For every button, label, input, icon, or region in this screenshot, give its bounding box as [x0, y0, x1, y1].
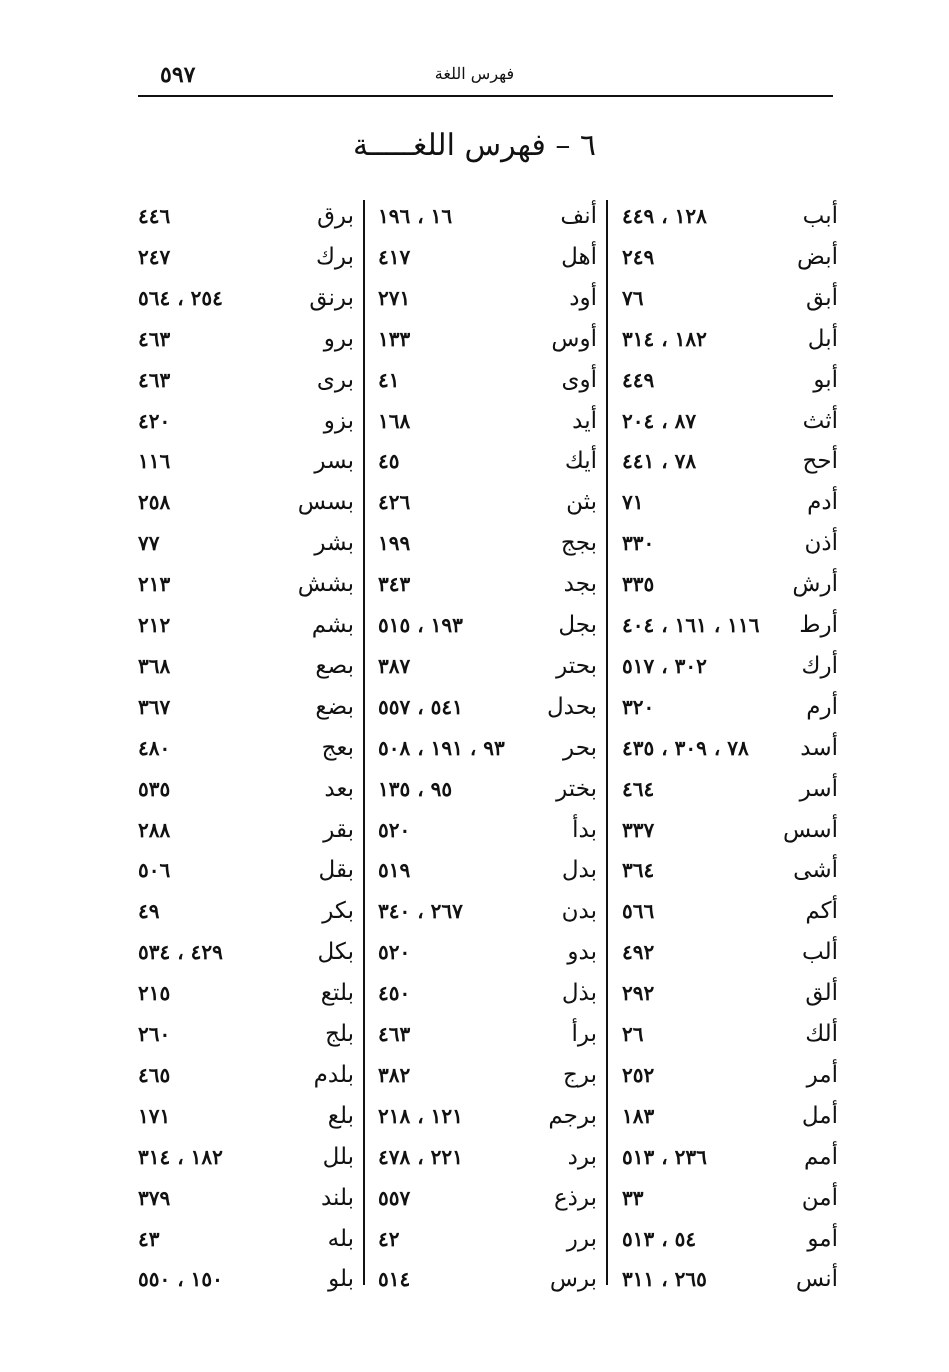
index-entry [372, 687, 597, 727]
index-entry [132, 728, 354, 768]
entry-root-word: أسر [799, 775, 838, 802]
entry-root-word: أحح [802, 448, 838, 475]
index-entry [132, 523, 354, 563]
index-entry [616, 810, 838, 850]
index-entry [132, 1014, 354, 1054]
entry-page-refs: ٤٢٩ ، ٥٣٤ [138, 940, 223, 965]
entry-page-refs: ٧٧ [138, 531, 160, 556]
entry-root-word: بختر [556, 775, 597, 802]
index-entry [132, 482, 354, 522]
entry-page-refs: ٥٥٧ [378, 1185, 411, 1210]
index-entry [372, 196, 597, 236]
entry-root-word: أكم [805, 898, 838, 925]
index-entry [616, 973, 838, 1013]
entry-root-word: بشر [314, 530, 354, 557]
entry-page-refs: ٤٥٠ [378, 981, 411, 1006]
entry-page-refs: ٢٦٥ ، ٣١١ [622, 1267, 707, 1292]
index-entry [372, 932, 597, 972]
index-entry [372, 973, 597, 1013]
entry-root-word: بصع [315, 652, 354, 679]
index-entry [616, 687, 838, 727]
entry-root-word: أذن [804, 530, 838, 557]
index-entry [616, 605, 838, 645]
entry-root-word: أبق [806, 284, 838, 311]
entry-page-refs: ٢٦٠ [138, 1022, 171, 1046]
entry-root-word: برو [323, 325, 354, 352]
entry-root-word: أبل [807, 325, 838, 352]
column-divider [363, 200, 365, 1285]
index-entry [132, 360, 354, 400]
entry-page-refs: ٤٩٢ [622, 940, 655, 965]
entry-page-refs: ٩٣ ، ١٩١ ، ٥٠٨ [378, 735, 505, 760]
index-entry [372, 1055, 597, 1095]
entry-page-refs: ٤٤٦ [138, 204, 171, 228]
index-entry [616, 1219, 838, 1259]
entry-page-refs: ٣٨٧ [378, 653, 411, 678]
index-entry [132, 319, 354, 359]
index-entry [372, 1096, 597, 1136]
index-entry [372, 1014, 597, 1054]
entry-root-word: بدن [561, 898, 597, 925]
page-number: ٥٩٧ [160, 62, 196, 88]
entry-root-word: بحدل [546, 693, 597, 720]
entry-root-word: برأ [571, 1021, 597, 1047]
index-entry [132, 401, 354, 441]
entry-page-refs: ٤٣ [138, 1226, 160, 1251]
entry-page-refs: ٣٢٠ [622, 694, 655, 719]
header-rule [138, 95, 833, 97]
index-entry [616, 401, 838, 441]
entry-root-word: أنس [795, 1266, 838, 1293]
entry-root-word: برس [549, 1266, 597, 1293]
index-entry [132, 769, 354, 809]
entry-root-word: بلتع [320, 980, 354, 1007]
index-entry [372, 850, 597, 890]
index-entry [132, 1178, 354, 1218]
index-entry [372, 441, 597, 481]
entry-page-refs: ٣٦٤ [622, 858, 655, 883]
entry-page-refs: ٣٣ [622, 1185, 644, 1210]
entry-root-word: أمن [801, 1184, 838, 1211]
entry-page-refs: ٢١٥ [138, 981, 171, 1006]
index-entry [132, 932, 354, 972]
entry-root-word: برق [317, 203, 354, 229]
entry-page-refs: ٩٥ ، ١٣٥ [378, 776, 453, 801]
entry-page-refs: ١٦٨ [378, 408, 411, 433]
index-entry [132, 810, 354, 850]
index-column-1 [616, 196, 838, 1296]
entry-root-word: برر [566, 1225, 597, 1252]
index-column-3 [132, 196, 354, 1296]
entry-page-refs: ١١٦ ، ١٦١ ، ٤٠٤ [622, 613, 760, 637]
index-entry [372, 360, 597, 400]
entry-page-refs: ٣٨٢ [378, 1062, 411, 1087]
index-entry [132, 850, 354, 890]
entry-root-word: بله [327, 1225, 354, 1252]
entry-page-refs: ٣٣٠ [622, 531, 655, 556]
entry-page-refs: ٢١٢ [138, 613, 171, 637]
entry-page-refs: ١٧١ [138, 1103, 171, 1128]
index-entry [616, 769, 838, 809]
index-entry [372, 482, 597, 522]
index-entry [616, 360, 838, 400]
index-entry [132, 1137, 354, 1177]
entry-page-refs: ٥٤ ، ٥١٣ [622, 1226, 697, 1251]
entry-root-word: بزو [323, 407, 354, 434]
entry-page-refs: ٧٦ [622, 285, 644, 310]
entry-root-word: ألق [805, 980, 838, 1007]
entry-page-refs: ٢٥٨ [138, 490, 171, 515]
index-entry [132, 1259, 354, 1299]
entry-root-word: أمو [807, 1225, 838, 1252]
entry-root-word: أهل [561, 243, 597, 270]
entry-page-refs: ٥٢٠ [378, 817, 411, 842]
entry-page-refs: ٤٦٥ [138, 1062, 171, 1087]
entry-root-word: أمر [806, 1061, 838, 1088]
entry-root-word: أود [569, 284, 597, 311]
index-entry [372, 810, 597, 850]
entry-page-refs: ٢١٣ [138, 572, 171, 597]
entry-root-word: برنق [309, 284, 354, 311]
entry-page-refs: ٢٦ [622, 1022, 644, 1046]
entry-page-refs: ٣٦٨ [138, 653, 171, 678]
entry-root-word: بلدم [313, 1061, 354, 1088]
entry-page-refs: ٢٦٧ ، ٣٤٠ [378, 899, 463, 924]
entry-page-refs: ٣٧٩ [138, 1185, 171, 1210]
entry-page-refs: ٣٦٧ [138, 694, 171, 719]
entry-root-word: ألك [805, 1021, 838, 1047]
entry-root-word: برجم [548, 1102, 597, 1129]
entry-root-word: بثن [566, 489, 597, 516]
entry-root-word: بسر [314, 448, 354, 475]
running-head: فهرس اللغة [434, 64, 515, 83]
entry-root-word: بسس [297, 489, 354, 516]
index-entry [372, 605, 597, 645]
index-entry [616, 441, 838, 481]
entry-root-word: أبب [802, 203, 838, 229]
entry-page-refs: ٤٢٠ [138, 408, 171, 433]
entry-page-refs: ٤٩ [138, 899, 160, 924]
entry-root-word: أبو [813, 366, 838, 393]
entry-page-refs: ٤٤٩ [622, 367, 655, 392]
entry-page-refs: ٤٦٤ [622, 776, 655, 801]
entry-root-word: بدأ [572, 816, 597, 843]
index-entry [132, 278, 354, 318]
entry-root-word: ألب [802, 939, 838, 966]
entry-page-refs: ٢٥٢ [622, 1062, 655, 1087]
entry-page-refs: ٣٣٧ [622, 817, 655, 842]
entry-root-word: بدل [561, 857, 597, 884]
index-entry [616, 196, 838, 236]
entry-page-refs: ٥٢٠ [378, 940, 411, 965]
entry-root-word: بقل [318, 857, 354, 884]
index-entry [616, 319, 838, 359]
entry-page-refs: ٨٧ ، ٢٠٤ [622, 408, 697, 433]
entry-page-refs: ٧١ [622, 490, 644, 515]
entry-page-refs: ٤٥ [378, 449, 400, 474]
entry-page-refs: ٥١٩ [378, 858, 411, 883]
entry-page-refs: ٧٨ ، ٣٠٩ ، ٤٣٥ [622, 735, 749, 760]
index-entry [132, 1096, 354, 1136]
entry-page-refs: ١١٦ [138, 449, 171, 474]
column-divider [606, 200, 608, 1285]
entry-page-refs: ٥٠٦ [138, 858, 171, 883]
entry-page-refs: ٢٧١ [378, 285, 411, 310]
entry-root-word: أنف [560, 203, 597, 229]
entry-page-refs: ٤٦٣ [378, 1022, 411, 1046]
entry-root-word: بجل [558, 612, 597, 638]
entry-root-word: أوى [561, 366, 597, 393]
entry-page-refs: ١٨٢ ، ٣١٤ [622, 326, 707, 351]
index-entry [616, 728, 838, 768]
entry-page-refs: ١٢١ ، ٢١٨ [378, 1103, 463, 1128]
index-entry [616, 932, 838, 972]
entry-page-refs: ٤٢ [378, 1226, 400, 1251]
entry-page-refs: ٥٤١ ، ٥٥٧ [378, 694, 463, 719]
index-entry [132, 891, 354, 931]
entry-root-word: أرك [801, 652, 838, 679]
entry-page-refs: ١٦ ، ١٩٦ [378, 204, 453, 228]
entry-root-word: بدو [567, 939, 597, 966]
entry-root-word: بلل [322, 1143, 354, 1170]
index-entry [372, 1259, 597, 1299]
index-entry [372, 1178, 597, 1218]
index-entry [372, 319, 597, 359]
entry-root-word: أثث [802, 407, 838, 434]
entry-root-word: برذع [553, 1184, 597, 1211]
index-entry [372, 891, 597, 931]
entry-root-word: بشش [297, 571, 354, 598]
entry-page-refs: ١٨٢ ، ٣١٤ [138, 1144, 223, 1169]
entry-root-word: برد [567, 1143, 597, 1170]
entry-page-refs: ١٥٠ ، ٥٥٠ [138, 1267, 223, 1292]
index-entry [372, 237, 597, 277]
entry-page-refs: ٣٤٣ [378, 572, 411, 597]
entry-root-word: بلند [320, 1184, 354, 1211]
entry-root-word: أيد [572, 407, 597, 434]
index-entry [616, 482, 838, 522]
entry-page-refs: ١٨٣ [622, 1103, 655, 1128]
index-entry [132, 687, 354, 727]
entry-page-refs: ٢٤٩ [622, 244, 655, 269]
index-column-2 [372, 196, 597, 1296]
entry-page-refs: ١٣٣ [378, 326, 411, 351]
index-entry [132, 1219, 354, 1259]
entry-page-refs: ٥١٤ [378, 1267, 411, 1292]
entry-root-word: أرش [792, 571, 838, 598]
entry-page-refs: ٢٤٧ [138, 244, 171, 269]
entry-page-refs: ٢٩٢ [622, 981, 655, 1006]
entry-root-word: بعج [321, 734, 354, 761]
entry-root-word: بضع [315, 693, 354, 720]
index-entry [616, 891, 838, 931]
index-entry [616, 1137, 838, 1177]
entry-page-refs: ٤٦٣ [138, 367, 171, 392]
entry-root-word: بقر [323, 816, 354, 843]
entry-root-word: بذل [561, 980, 597, 1007]
entry-root-word: أسس [783, 816, 838, 843]
index-entry [616, 278, 838, 318]
entry-root-word: أرط [799, 612, 838, 638]
entry-page-refs: ٣٠٢ ، ٥١٧ [622, 653, 707, 678]
index-entry [372, 769, 597, 809]
index-entry [616, 1014, 838, 1054]
entry-root-word: بلو [328, 1266, 354, 1293]
entry-root-word: أدم [807, 489, 838, 516]
entry-root-word: بشم [311, 612, 354, 638]
index-entry [132, 564, 354, 604]
index-entry [132, 1055, 354, 1095]
entry-page-refs: ٤١ [378, 367, 400, 392]
entry-page-refs: ٤٢٦ [378, 490, 411, 515]
entry-root-word: برك [315, 243, 354, 270]
entry-root-word: بعد [324, 775, 354, 802]
index-entry [616, 1259, 838, 1299]
entry-page-refs: ٢٢١ ، ٤٧٨ [378, 1144, 463, 1169]
entry-page-refs: ٢٣٦ ، ٥١٣ [622, 1144, 707, 1169]
index-entry [372, 564, 597, 604]
entry-root-word: برج [563, 1061, 597, 1088]
entry-root-word: أمم [803, 1143, 838, 1170]
index-entry [372, 646, 597, 686]
entry-root-word: بلع [327, 1102, 354, 1129]
section-title: ٦ – فهرس اللغـــــة [353, 128, 596, 163]
entry-page-refs: ١٢٨ ، ٤٤٩ [622, 204, 707, 228]
entry-page-refs: ٤٦٣ [138, 326, 171, 351]
entry-root-word: برى [316, 366, 354, 393]
index-entry [132, 973, 354, 1013]
index-entry [616, 1178, 838, 1218]
entry-page-refs: ١٩٣ ، ٥١٥ [378, 613, 463, 637]
index-entry [372, 278, 597, 318]
entry-root-word: بكل [317, 939, 354, 966]
entry-root-word: بحتر [556, 652, 597, 679]
entry-page-refs: ٣٣٥ [622, 572, 655, 597]
entry-page-refs: ٥٣٥ [138, 776, 171, 801]
entry-root-word: أشى [793, 857, 838, 884]
entry-root-word: أرم [806, 693, 838, 720]
index-entry [372, 1219, 597, 1259]
entry-page-refs: ٥٦٦ [622, 899, 655, 924]
entry-root-word: أسد [800, 734, 838, 761]
entry-page-refs: ٢٥٤ ، ٥٦٤ [138, 285, 223, 310]
entry-page-refs: ٧٨ ، ٤٤١ [622, 449, 697, 474]
index-entry [616, 523, 838, 563]
index-entry [616, 1055, 838, 1095]
entry-root-word: أبض [797, 243, 838, 270]
index-entry [616, 564, 838, 604]
index-entry [372, 1137, 597, 1177]
index-entry [616, 237, 838, 277]
index-entry [372, 401, 597, 441]
index-entry [616, 850, 838, 890]
index-entry [372, 728, 597, 768]
entry-root-word: بجج [560, 530, 597, 557]
index-entry [132, 605, 354, 645]
entry-root-word: أمل [801, 1102, 838, 1129]
entry-page-refs: ٢٨٨ [138, 817, 171, 842]
entry-root-word: بجد [563, 571, 597, 598]
index-entry [372, 523, 597, 563]
index-entry [132, 441, 354, 481]
index-entry [132, 646, 354, 686]
entry-root-word: بلج [325, 1021, 354, 1047]
index-entry [616, 646, 838, 686]
index-entry [132, 196, 354, 236]
entry-root-word: بحر [563, 734, 597, 761]
entry-page-refs: ١٩٩ [378, 531, 411, 556]
entry-root-word: بكر [322, 898, 354, 925]
index-entry [132, 237, 354, 277]
entry-page-refs: ٤٨٠ [138, 735, 171, 760]
index-entry [616, 1096, 838, 1136]
entry-root-word: أيك [564, 448, 597, 475]
entry-root-word: أوس [551, 325, 597, 352]
entry-page-refs: ٤١٧ [378, 244, 411, 269]
